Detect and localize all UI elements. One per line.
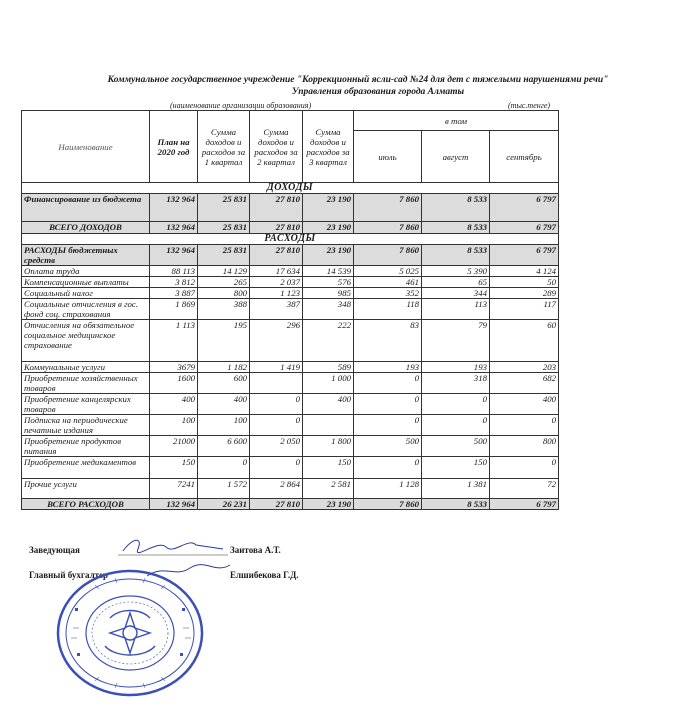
row-value: 2 864 xyxy=(250,479,303,499)
income-section xyxy=(22,183,559,194)
row-value: 296 xyxy=(250,320,303,362)
row-value: 23 190 xyxy=(303,194,354,222)
col-q3: Сумма доходов и расходов за 3 квартал xyxy=(303,111,354,183)
row-value: 27 810 xyxy=(250,194,303,222)
row-value: 0 xyxy=(198,457,250,479)
row-value: 6 797 xyxy=(490,499,559,510)
row-value: 4 124 xyxy=(490,266,559,277)
row-value: 387 xyxy=(250,299,303,320)
row-value: 195 xyxy=(198,320,250,362)
row-value: 589 xyxy=(303,362,354,373)
row-value: 100 xyxy=(198,415,250,436)
row-value: 1 000 xyxy=(303,373,354,394)
row-value: 7 860 xyxy=(354,222,422,234)
row-value: 5 025 xyxy=(354,266,422,277)
table-row xyxy=(22,457,559,479)
col-m3: сентябрь xyxy=(490,131,559,183)
units-label: (тыс.тенге) xyxy=(508,101,551,110)
row-name: ВСЕГО ДОХОДОВ xyxy=(22,222,150,234)
row-value: 150 xyxy=(303,457,354,479)
row-value: 0 xyxy=(250,457,303,479)
head-signature xyxy=(118,535,228,557)
row-value: 1 419 xyxy=(250,362,303,373)
row-value: 1 128 xyxy=(354,479,422,499)
row-value: 132 964 xyxy=(150,245,198,266)
row-name: Финансирование из бюджета xyxy=(22,194,150,222)
row-name: Отчисления на обязательное социальное медицинское страхование xyxy=(22,320,150,362)
row-value: 113 xyxy=(422,299,490,320)
row-value: 23 190 xyxy=(303,222,354,234)
row-value: 388 xyxy=(198,299,250,320)
row-name: Социальный налог xyxy=(22,288,150,299)
table-row xyxy=(22,245,559,266)
row-value: 17 634 xyxy=(250,266,303,277)
row-value: 800 xyxy=(490,436,559,457)
row-value: 132 964 xyxy=(150,222,198,234)
row-value: 3 887 xyxy=(150,288,198,299)
row-value: 25 831 xyxy=(198,222,250,234)
row-name: Приобретение продуктов питания xyxy=(22,436,150,457)
table-row xyxy=(22,194,559,222)
row-value: 23 190 xyxy=(303,499,354,510)
col-m1: июль xyxy=(354,131,422,183)
row-value: 5 390 xyxy=(422,266,490,277)
table-row xyxy=(22,362,559,373)
row-value: 27 810 xyxy=(250,499,303,510)
table-row xyxy=(22,277,559,288)
row-value: 576 xyxy=(303,277,354,288)
row-value: 1 123 xyxy=(250,288,303,299)
row-value: 14 539 xyxy=(303,266,354,277)
row-name: Приобретение хозяйственных товаров xyxy=(22,373,150,394)
row-value: 1 182 xyxy=(198,362,250,373)
row-value: 289 xyxy=(490,288,559,299)
row-value: 344 xyxy=(422,288,490,299)
row-value: 352 xyxy=(354,288,422,299)
row-value: 3 812 xyxy=(150,277,198,288)
row-value: 0 xyxy=(250,394,303,415)
org-name: Коммунальное государственное учреждение "Коррекционный ясли-сад №24 для дет с тяжелыми нарушениями речи" xyxy=(107,75,609,85)
table-row xyxy=(22,266,559,277)
row-value: 25 831 xyxy=(198,194,250,222)
row-value: 7241 xyxy=(150,479,198,499)
row-value: 7 860 xyxy=(354,245,422,266)
row-name: Оплата труда xyxy=(22,266,150,277)
row-value: 21000 xyxy=(150,436,198,457)
section-title: РАСХОДЫ xyxy=(22,234,559,245)
table-row xyxy=(22,436,559,457)
row-value: 72 xyxy=(490,479,559,499)
row-value: 1 572 xyxy=(198,479,250,499)
row-value: 348 xyxy=(303,299,354,320)
section-title: ДОХОДЫ xyxy=(22,183,559,194)
row-name: Прочие услуги xyxy=(22,479,150,499)
row-value: 6 600 xyxy=(198,436,250,457)
row-value: 2 581 xyxy=(303,479,354,499)
row-value: 682 xyxy=(490,373,559,394)
head-name: Заитова А.Т. xyxy=(230,545,281,555)
row-name: ВСЕГО РАСХОДОВ xyxy=(22,499,150,510)
row-value: 203 xyxy=(490,362,559,373)
row-value: 88 113 xyxy=(150,266,198,277)
row-value: 800 xyxy=(198,288,250,299)
row-value: 83 xyxy=(354,320,422,362)
col-incl: в том xyxy=(354,111,559,131)
table-row xyxy=(22,373,559,394)
budget-table xyxy=(21,110,559,510)
row-value: 117 xyxy=(490,299,559,320)
row-name: Приобретение медикаментов xyxy=(22,457,150,479)
row-name: Компенсационные выплаты xyxy=(22,277,150,288)
row-value: 132 964 xyxy=(150,499,198,510)
row-value: 26 231 xyxy=(198,499,250,510)
row-value: 65 xyxy=(422,277,490,288)
table-row xyxy=(22,222,559,234)
table-row xyxy=(22,394,559,415)
row-value: 79 xyxy=(422,320,490,362)
row-value: 8 533 xyxy=(422,194,490,222)
row-value: 14 129 xyxy=(198,266,250,277)
row-value: 1 869 xyxy=(150,299,198,320)
row-value: 132 964 xyxy=(150,194,198,222)
row-value: 3679 xyxy=(150,362,198,373)
row-value: 6 797 xyxy=(490,194,559,222)
table-body xyxy=(22,183,559,510)
table-row xyxy=(22,320,559,362)
row-value: 0 xyxy=(422,415,490,436)
table-row xyxy=(22,415,559,436)
row-value: 985 xyxy=(303,288,354,299)
row-value: 461 xyxy=(354,277,422,288)
row-value: 50 xyxy=(490,277,559,288)
row-value: 0 xyxy=(422,394,490,415)
row-value: 1 113 xyxy=(150,320,198,362)
row-value: 100 xyxy=(150,415,198,436)
row-value: 0 xyxy=(354,373,422,394)
row-value: 400 xyxy=(490,394,559,415)
table-row xyxy=(22,299,559,320)
row-value: 23 190 xyxy=(303,245,354,266)
row-name: РАСХОДЫ бюджетных средств xyxy=(22,245,150,266)
col-q2: Сумма доходов и расходов за 2 квартал xyxy=(250,111,303,183)
row-value: 118 xyxy=(354,299,422,320)
row-value xyxy=(303,415,354,436)
row-value: 2 050 xyxy=(250,436,303,457)
row-value: 318 xyxy=(422,373,490,394)
col-name: Наименование xyxy=(22,111,150,183)
row-value: 150 xyxy=(150,457,198,479)
row-value: 600 xyxy=(198,373,250,394)
row-value: 0 xyxy=(250,415,303,436)
row-value: 8 533 xyxy=(422,245,490,266)
col-q1: Сумма доходов и расходов за 1 квартал xyxy=(198,111,250,183)
row-value: 265 xyxy=(198,277,250,288)
row-value: 60 xyxy=(490,320,559,362)
row-value: 193 xyxy=(354,362,422,373)
row-value: 400 xyxy=(150,394,198,415)
row-value: 1 800 xyxy=(303,436,354,457)
row-value: 400 xyxy=(303,394,354,415)
row-value: 8 533 xyxy=(422,222,490,234)
row-value: 0 xyxy=(354,415,422,436)
row-value: 1600 xyxy=(150,373,198,394)
row-value: 400 xyxy=(198,394,250,415)
acct-label: Главный бухгалтер xyxy=(29,570,109,580)
row-value: 0 xyxy=(490,415,559,436)
row-value: 7 860 xyxy=(354,499,422,510)
row-value: 193 xyxy=(422,362,490,373)
expense-section xyxy=(22,234,559,245)
col-m2: август xyxy=(422,131,490,183)
row-value: 6 797 xyxy=(490,222,559,234)
row-value: 2 037 xyxy=(250,277,303,288)
row-value: 27 810 xyxy=(250,222,303,234)
row-value: 6 797 xyxy=(490,245,559,266)
row-value: 0 xyxy=(354,457,422,479)
acct-name: Елшибекова Г.Д. xyxy=(230,570,299,580)
row-name: Приобретение канцелярских товаров xyxy=(22,394,150,415)
row-value: 27 810 xyxy=(250,245,303,266)
row-value: 25 831 xyxy=(198,245,250,266)
row-value xyxy=(250,373,303,394)
row-value: 150 xyxy=(422,457,490,479)
dept-name: Управления образования города Алматы xyxy=(291,87,465,97)
row-value: 8 533 xyxy=(422,499,490,510)
row-value: 500 xyxy=(422,436,490,457)
row-name: Подписка на периодические печатные издания xyxy=(22,415,150,436)
row-name: Коммунальные услуги xyxy=(22,362,150,373)
table-row xyxy=(22,499,559,510)
row-value: 500 xyxy=(354,436,422,457)
official-stamp xyxy=(55,568,205,698)
row-value: 0 xyxy=(354,394,422,415)
org-caption: (наименование организации образования) xyxy=(170,101,312,110)
row-value: 222 xyxy=(303,320,354,362)
col-plan: План на 2020 год xyxy=(150,111,198,183)
head-label: Заведующая xyxy=(29,545,80,555)
row-value: 1 381 xyxy=(422,479,490,499)
row-value: 0 xyxy=(490,457,559,479)
table-row xyxy=(22,288,559,299)
table-row xyxy=(22,479,559,499)
row-value: 7 860 xyxy=(354,194,422,222)
row-name: Социальные отчисления в гос. фонд соц. страхования xyxy=(22,299,150,320)
